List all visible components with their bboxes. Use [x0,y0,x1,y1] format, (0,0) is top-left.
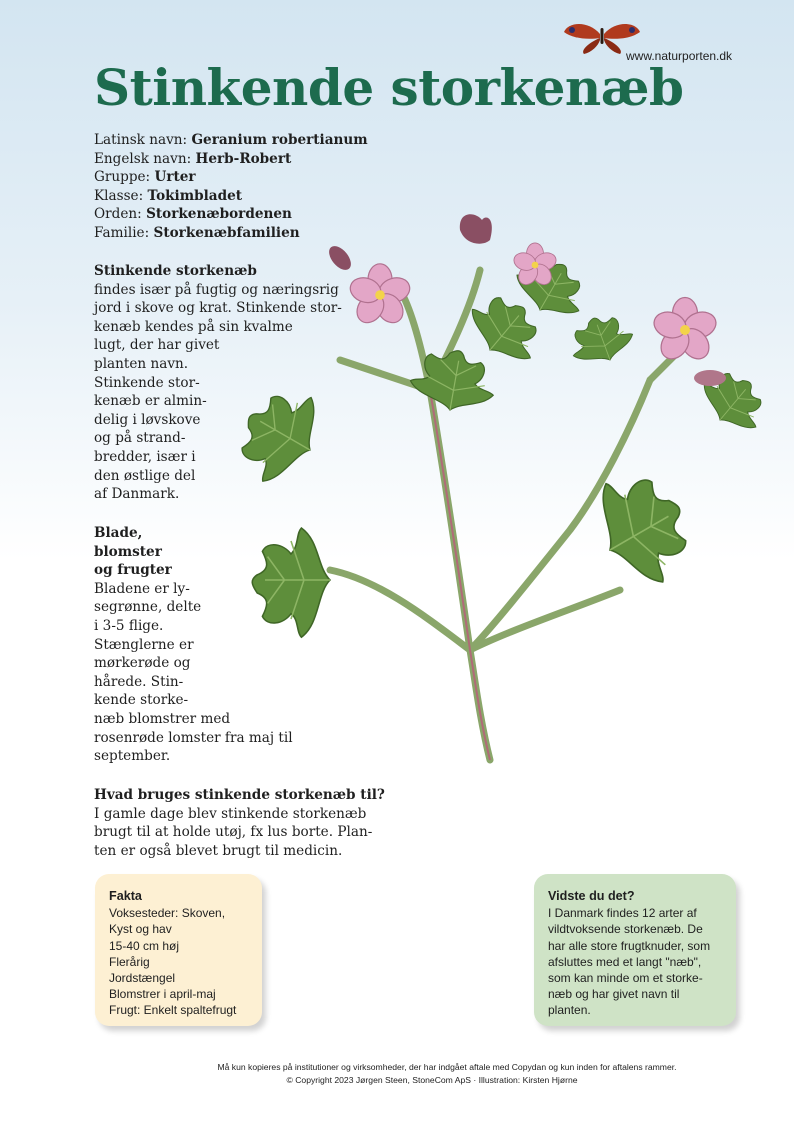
did-you-know-title: Vidste du det? [548,889,635,903]
fact-latin: Latinsk navn: Geranium robertianum [94,132,368,148]
leaves-section: Blade, blomster og frugter Bladene er ly- segrønne, delte i 3-5 flige. Stænglerne er mørkerøde og hårede. Stin- kende storke- næb blomstrer med rosenrøde lomster fra maj til september. [94,525,293,765]
leaves-heading-1: Blade, [94,525,143,541]
fact-order: Orden: Storkenæbordenen [94,206,292,223]
leaves-heading-3: og frugter [94,562,172,579]
uses-heading: Hvad bruges stinkende storkenæb til? [94,787,385,803]
fakta-title: Fakta [109,889,142,903]
habitat-heading: Stinkende storkenæb [94,263,257,279]
fact-group: Gruppe: Urter [94,169,196,186]
habitat-section: Stinkende storkenæb findes især på fugtig og næringsrig jord i skove og krat. Stinkende stor- kenæb kendes på sin kvalme lugt, der har givet planten navn. Stinkende stor- kenæb er almin- delig i løvskove og på strand- bredder, især i den østlige del af Danmark. [94,263,342,503]
fact-family: Familie: Storkenæbfamilien [94,224,300,241]
fact-english: Engelsk navn: Herb-Robert [94,150,292,167]
did-you-know-box: Vidste du det? I Danmark findes 12 arter af vildtvoksende storkenæb. De har alle store frugtknuder, som afsluttes med et langt "næb", som kan minde om et storke- næb og har givet navn til planten. [534,874,736,1026]
uses-section: Hvad bruges stinkende storkenæb til? I gamle dage blev stinkende storkenæb brugt til at holde utøj, fx lus borte. Plan- ten er også blevet brugt til medicin. [94,787,385,859]
fakta-box: Fakta Voksesteder: Skoven, Kyst og hav 15-40 cm høj Flerårig Jordstængel Blomstrer i april-maj Frugt: Enkelt spaltefrugt [95,874,262,1026]
website-url[interactable]: www.naturporten.dk [626,49,733,63]
footer-copyright: © Copyright 2023 Jørgen Steen, StoneCom ApS · Illustration: Kirsten Hjørne [286,1075,578,1085]
fact-class: Klasse: Tokimbladet [94,187,243,204]
footer-license: Må kun kopieres på institutioner og virksomheder, der har indgået aftale med Copydan og kun inden for aftalens rammer. [217,1062,677,1072]
leaves-heading-2: blomster [94,543,162,560]
page-title: Stinkende storkenæb [94,58,684,117]
